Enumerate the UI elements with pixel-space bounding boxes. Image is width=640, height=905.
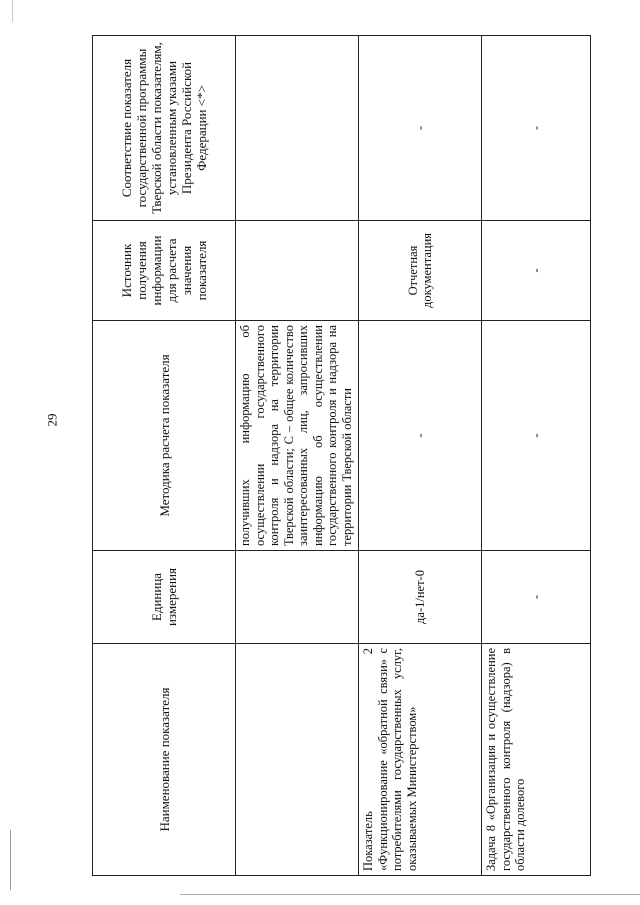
cell-name: Задача 8 «Организация и осуществление государственного контроля (надзора) в области долевого xyxy=(482,644,591,876)
header-correspondence: Соответствие показателя государственной программы Тверской области показателям, установленным указами Президента Российской Федерации <*> xyxy=(93,36,236,221)
cell-method: получивших информацию об осуществлении государственного контроля и надзора на территории Тверской области; С – общее количество заинтересованных лиц, запросивших информацию об осуществлении государственного контроля и надзора на территории Тверской области xyxy=(236,321,359,551)
indicator-header-line xyxy=(361,648,376,871)
rotated-table-container xyxy=(92,36,590,876)
cell-source: - xyxy=(482,221,591,321)
header-method: Методика расчета показателя xyxy=(93,321,236,551)
cell-source xyxy=(236,221,359,321)
scan-edge-mark xyxy=(12,0,13,22)
indicators-table xyxy=(92,35,591,876)
table-row xyxy=(236,36,359,876)
cell-correspondence: - xyxy=(359,36,482,221)
cell-method: - xyxy=(359,321,482,551)
cell-unit: - xyxy=(482,551,591,644)
header-indicator-name: Наименование показателя xyxy=(93,644,236,876)
indicator-title: «Функционирование «обратной связи» с потребителями государственных услуг, оказываемых Министерством» xyxy=(375,648,419,871)
cell-source: Отчетная документация xyxy=(359,221,482,321)
indicator-prefix: Показатель xyxy=(361,811,375,871)
cell-correspondence xyxy=(236,36,359,221)
table-row xyxy=(482,36,591,876)
header-unit: Единица измерения xyxy=(93,551,236,644)
table-row xyxy=(359,36,482,876)
page-number: 29 xyxy=(44,413,60,427)
cell-name xyxy=(359,644,482,876)
cell-method: - xyxy=(482,321,591,551)
cell-unit xyxy=(236,551,359,644)
header-source: Источник получения информации для расчета значения показателя xyxy=(93,221,236,321)
cell-unit: да-1/нет-0 xyxy=(359,551,482,644)
cell-name xyxy=(236,644,359,876)
indicator-number: 2 xyxy=(361,648,375,655)
scan-edge-mark xyxy=(180,894,640,895)
table-header-row xyxy=(93,36,236,876)
cell-correspondence: - xyxy=(482,36,591,221)
scan-edge-mark xyxy=(10,830,11,890)
